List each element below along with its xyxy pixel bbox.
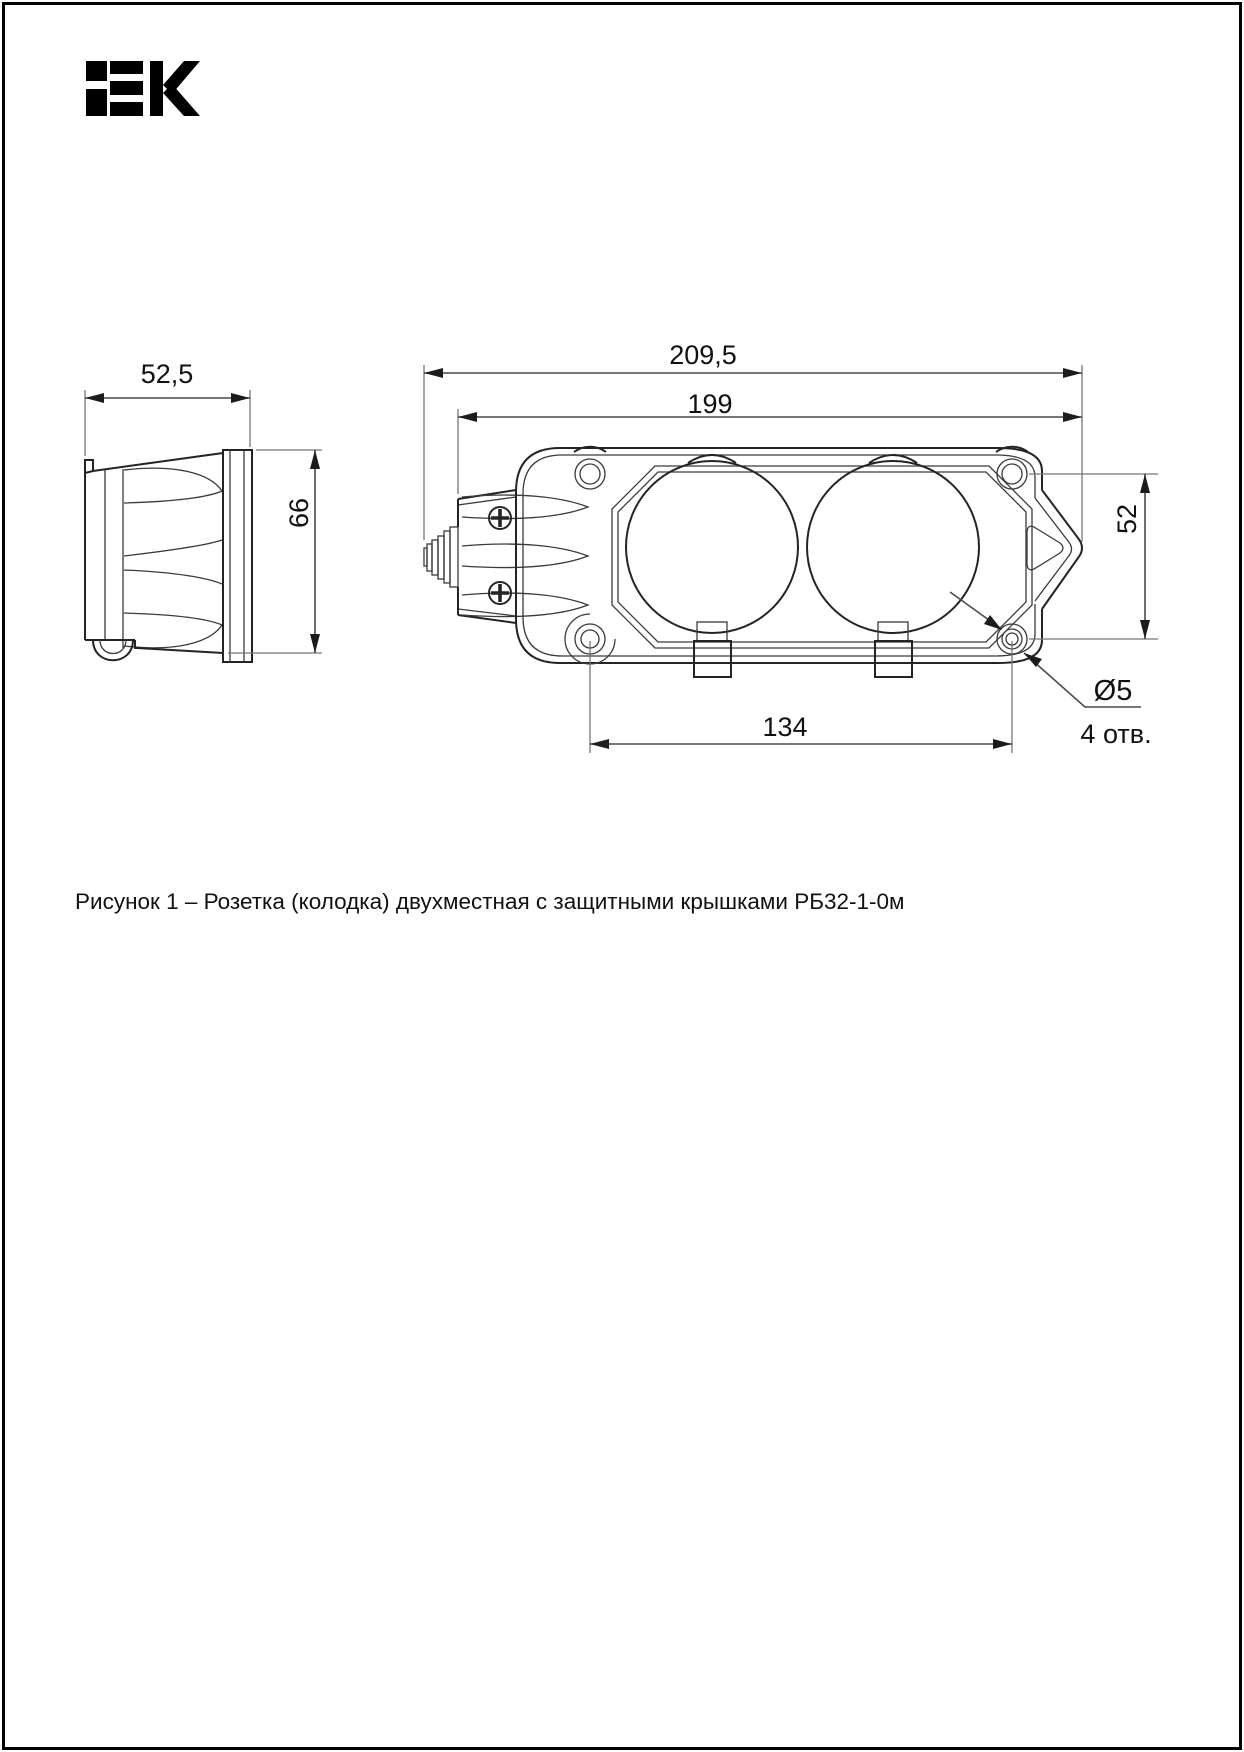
front-view-drawing <box>424 340 1158 753</box>
dimension-body-width <box>458 389 1082 494</box>
dim-label-hole-diameter: Ø5 <box>1093 675 1133 707</box>
dimension-width-52-5 <box>85 359 250 456</box>
dim-label-side-height: 66 <box>284 497 314 529</box>
socket-cover-left <box>626 455 798 677</box>
iek-logo <box>86 61 200 116</box>
screw-bottom <box>489 582 511 604</box>
mount-hole-top-right <box>997 459 1027 489</box>
dim-label-side-width: 52,5 <box>140 359 194 389</box>
socket-cover-right <box>807 455 979 677</box>
right-flange <box>1027 490 1082 609</box>
dim-label-overall-width: 209,5 <box>669 340 737 370</box>
figure-caption: Рисунок 1 – Розетка (колодка) двухместная с защитными крышками РБ32-1-0м <box>75 889 905 914</box>
screw-top <box>489 507 511 529</box>
dim-label-body-width: 199 <box>687 389 733 419</box>
strain-relief-fins <box>462 495 588 616</box>
dim-label-hole-spacing-vertical: 52 <box>1112 503 1142 535</box>
dimension-height-66 <box>228 450 322 653</box>
side-view-drawing <box>85 359 322 662</box>
dim-label-hole-count: 4 отв. <box>1080 719 1152 749</box>
dimension-hole-spacing-horizontal <box>590 641 1012 753</box>
hole-diameter-callout <box>950 592 1152 749</box>
dim-label-hole-spacing-horizontal: 134 <box>762 712 808 742</box>
cable-gland <box>424 527 458 587</box>
mount-hole-top-left <box>575 459 605 489</box>
